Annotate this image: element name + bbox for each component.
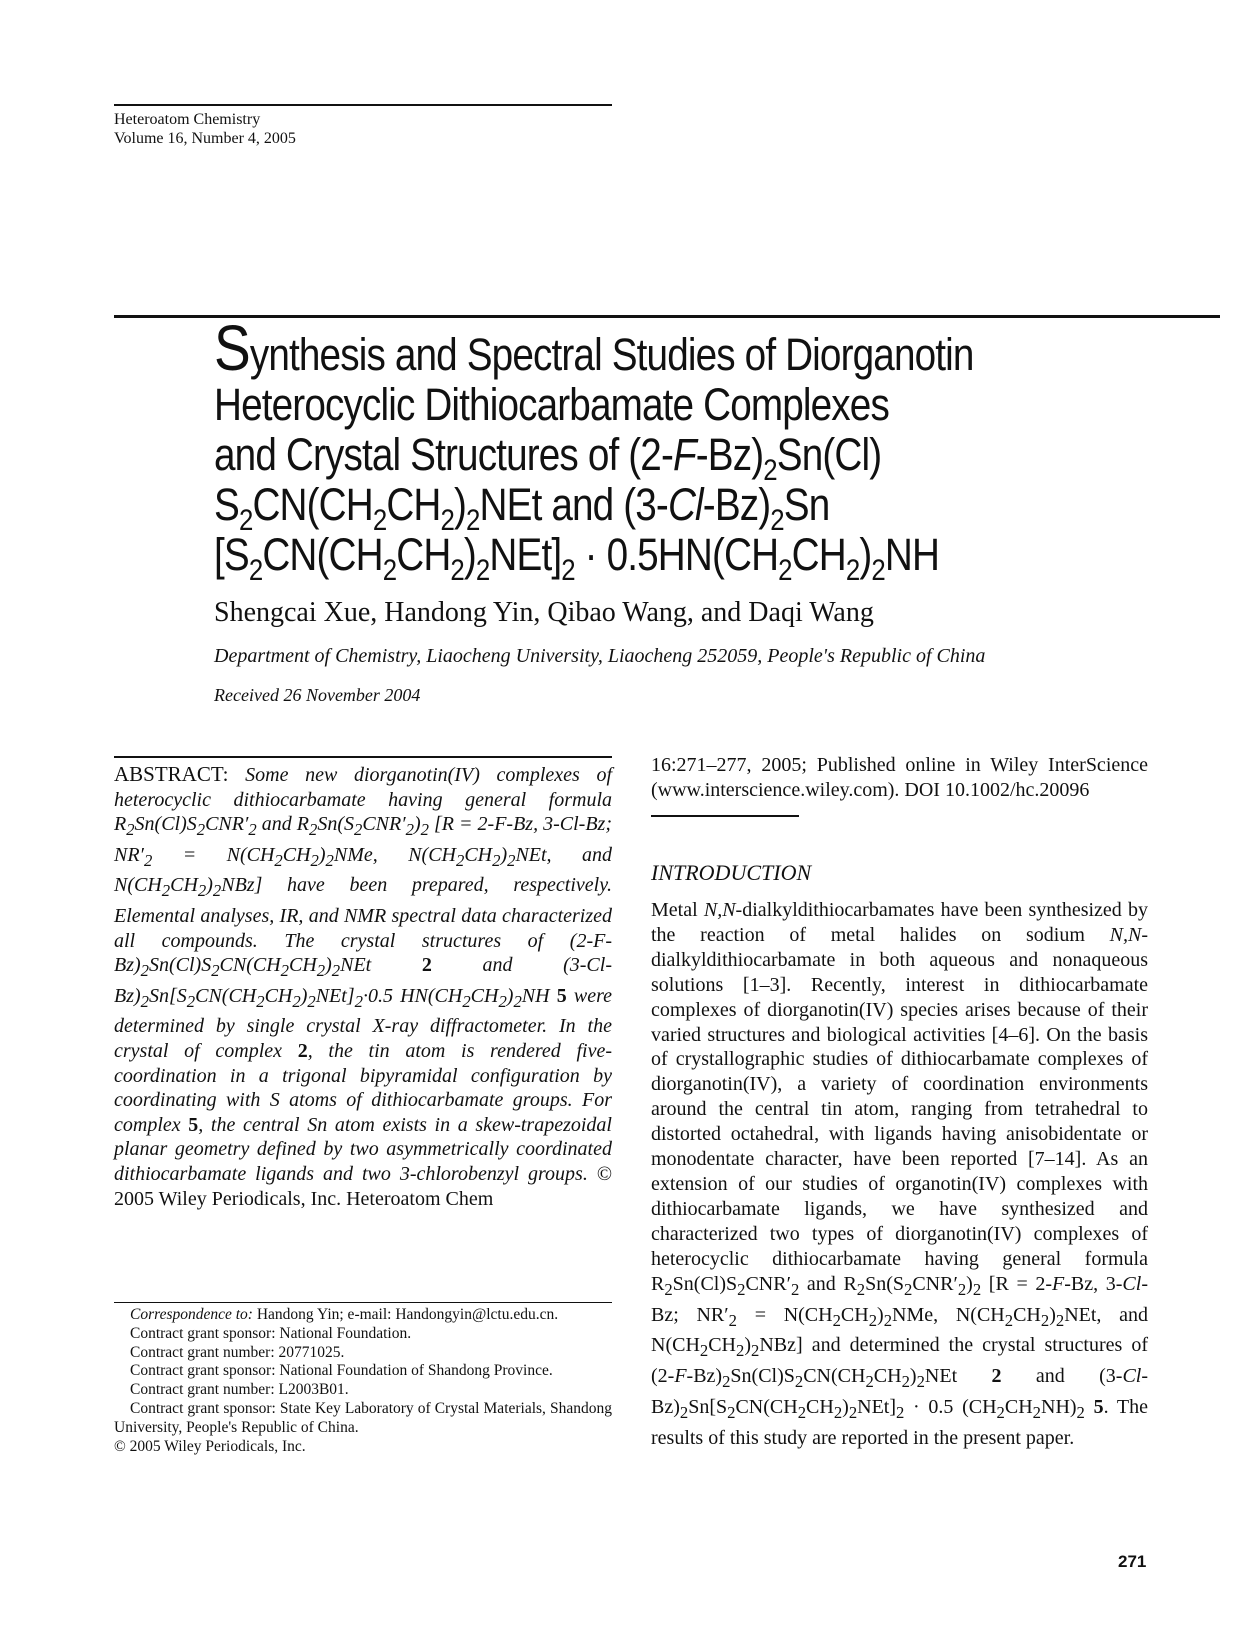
authors: Shengcai Xue, Handong Yin, Qibao Wang, and Daqi Wang <box>214 597 874 628</box>
abstract-continuation: 16:271–277, 2005; Published online in Wiley InterScience (www.interscience.wiley.com). DOI 10.1002/hc.20096 <box>651 754 1148 801</box>
footnote-line: Contract grant number: 20771025. <box>130 1343 345 1361</box>
paper-title <box>214 312 1083 587</box>
footnote-rule <box>114 1302 612 1303</box>
title-line-1: Synthesis and Spectral Studies of Diorganotin <box>214 312 974 384</box>
introduction-text: Metal N,N-dialkyldithiocarbamates have been synthesized by the reaction of metal halides on sodium N,N-dialkyldithiocarbamate in both aqueous and nonaqueous solutions [1–3]. Recently, interest in dithiocarbamate complexes of diorganotin(IV) species arises because of their varied structures and biological activities [4–6]. On the basis of crystallographic studies of dithiocarbamate complexes of diorganotin(IV), a variety of coordination environments around the central tin atom, ranging from tetrahedral to distorted octahedral, with ligands having anisobidentate or monodentate character, have been reported [7–14]. As an extension of our studies of organotin(IV) complexes with dithiocarbamate ligands, we have synthesized and characterized two types of diorganotin(IV) complexes of heterocyclic dithiocarbamate having general formula $R_2Sn(Cl)S_2CNR'_2$ and $R_2Sn(S_2CNR'_2)_2$ [R = 2-F-Bz, 3-Cl-Bz; $NR'_2 = N(CH_2CH_2)_2NMe$, $N(CH_2CH_2)_2NEt$, and $N(CH_2CH_2)_2NBz$] and determined the crystal structures of $(2-F-Bz)_2Sn(Cl)S_2CN(CH_2CH_2)_2NEt$ 2 and $(3-Cl-Bz)_2Sn[S_2CN(CH_2CH_2)_2NEt]_2 \cdot 0.5$ $(CH_2CH_2NH)_2$ 5. The results of this study are reported in the present paper. <box>651 899 1149 1450</box>
title-line-5: $[S_2CN(CH_2CH_2)_2NEt]_2 \cdot 0.5HN(CH_2CH_2)_2NH$ <box>214 529 940 587</box>
abstract-label: ABSTRACT: <box>114 762 229 786</box>
footnote-line: Contract grant sponsor: National Foundation. <box>130 1324 412 1342</box>
title-rule-right <box>218 315 1220 318</box>
page-number: 271 <box>1118 1552 1147 1571</box>
footnote-line: Contract grant sponsor: National Foundation of Shandong Province. <box>130 1362 553 1380</box>
abstract-rule <box>114 756 612 758</box>
abstract-end-rule <box>651 815 799 817</box>
footnote-correspondence <box>114 1306 612 1325</box>
abstract-copyright: © 2005 Wiley Periodicals, Inc. Heteroatom Chem <box>114 1162 613 1210</box>
affiliation: Department of Chemistry, Liaocheng University, Liaocheng 252059, People's Republic of China <box>214 645 986 667</box>
journal-name: Heteroatom Chemistry <box>114 111 261 128</box>
received-date: Received 26 November 2004 <box>214 685 421 705</box>
correspondence-text: Handong Yin; e-mail: Handongyin@lctu.edu.cn. <box>256 1306 559 1323</box>
title-line-3: and Crystal Structures of $(2-F-Bz)_2Sn(Cl)$ <box>214 429 882 487</box>
section-heading-introduction: INTRODUCTION <box>651 860 812 885</box>
abstract <box>114 762 612 1211</box>
journal-header <box>114 110 296 148</box>
footnotes <box>114 1306 612 1456</box>
journal-volume: Volume 16, Number 4, 2005 <box>114 130 296 147</box>
title-rule-left <box>114 315 218 318</box>
footnote-line: Contract grant sponsor: State Key Laboratory of Crystal Materials, Shandong University, People's Republic of China. <box>114 1399 612 1436</box>
title-line-2: Heterocyclic Dithiocarbamate Complexes <box>214 379 889 430</box>
footnote-copyright: © 2005 Wiley Periodicals, Inc. <box>114 1437 306 1455</box>
title-line-4: $S_2CN(CH_2CH_2)_2NEt$ and $(3-Cl-Bz)_2Sn$ <box>214 479 830 537</box>
abstract-body: Some new diorganotin(IV) complexes of heterocyclic dithiocarbamate having general formula $R_2Sn(Cl)S_2CNR'_2$ and $R_2Sn(S_2CNR'_2)_2$ [R = 2-F-Bz, 3-Cl-Bz; $NR'_2 = N(CH_2CH_2)_2NMe$, $N(CH_2CH_2)_2NEt$, and $N(CH_2CH_2)_2NBz$] have been prepared, respectively. Elemental analyses, IR, and NMR spectral data characterized all compounds. The crystal structures of $(2-F-Bz)_2Sn(Cl)S_2CN(CH_2CH_2)_2NEt$ 2 and $(3-Cl-Bz)_2Sn[S_2CN(CH_2CH_2)_2NEt]_2\cdot 0.5$ $HN(CH_2CH_2)_2NH$ 5 were determined by single crystal X-ray diffractometer. In the crystal of complex 2, the tin atom is rendered five-coordination in a trigonal bipyramidal configuration by coordinating with S atoms of dithiocarbamate groups. For complex 5, the central Sn atom exists in a skew-trapezoidal planar geometry defined by two asymmetrically coordinated dithiocarbamate ligands and two 3-chlorobenzyl groups. <box>114 764 613 1185</box>
journal-header-rule <box>114 104 612 106</box>
correspondence-label: Correspondence to: <box>130 1306 253 1323</box>
footnote-line: Contract grant number: L2003B01. <box>130 1381 349 1399</box>
